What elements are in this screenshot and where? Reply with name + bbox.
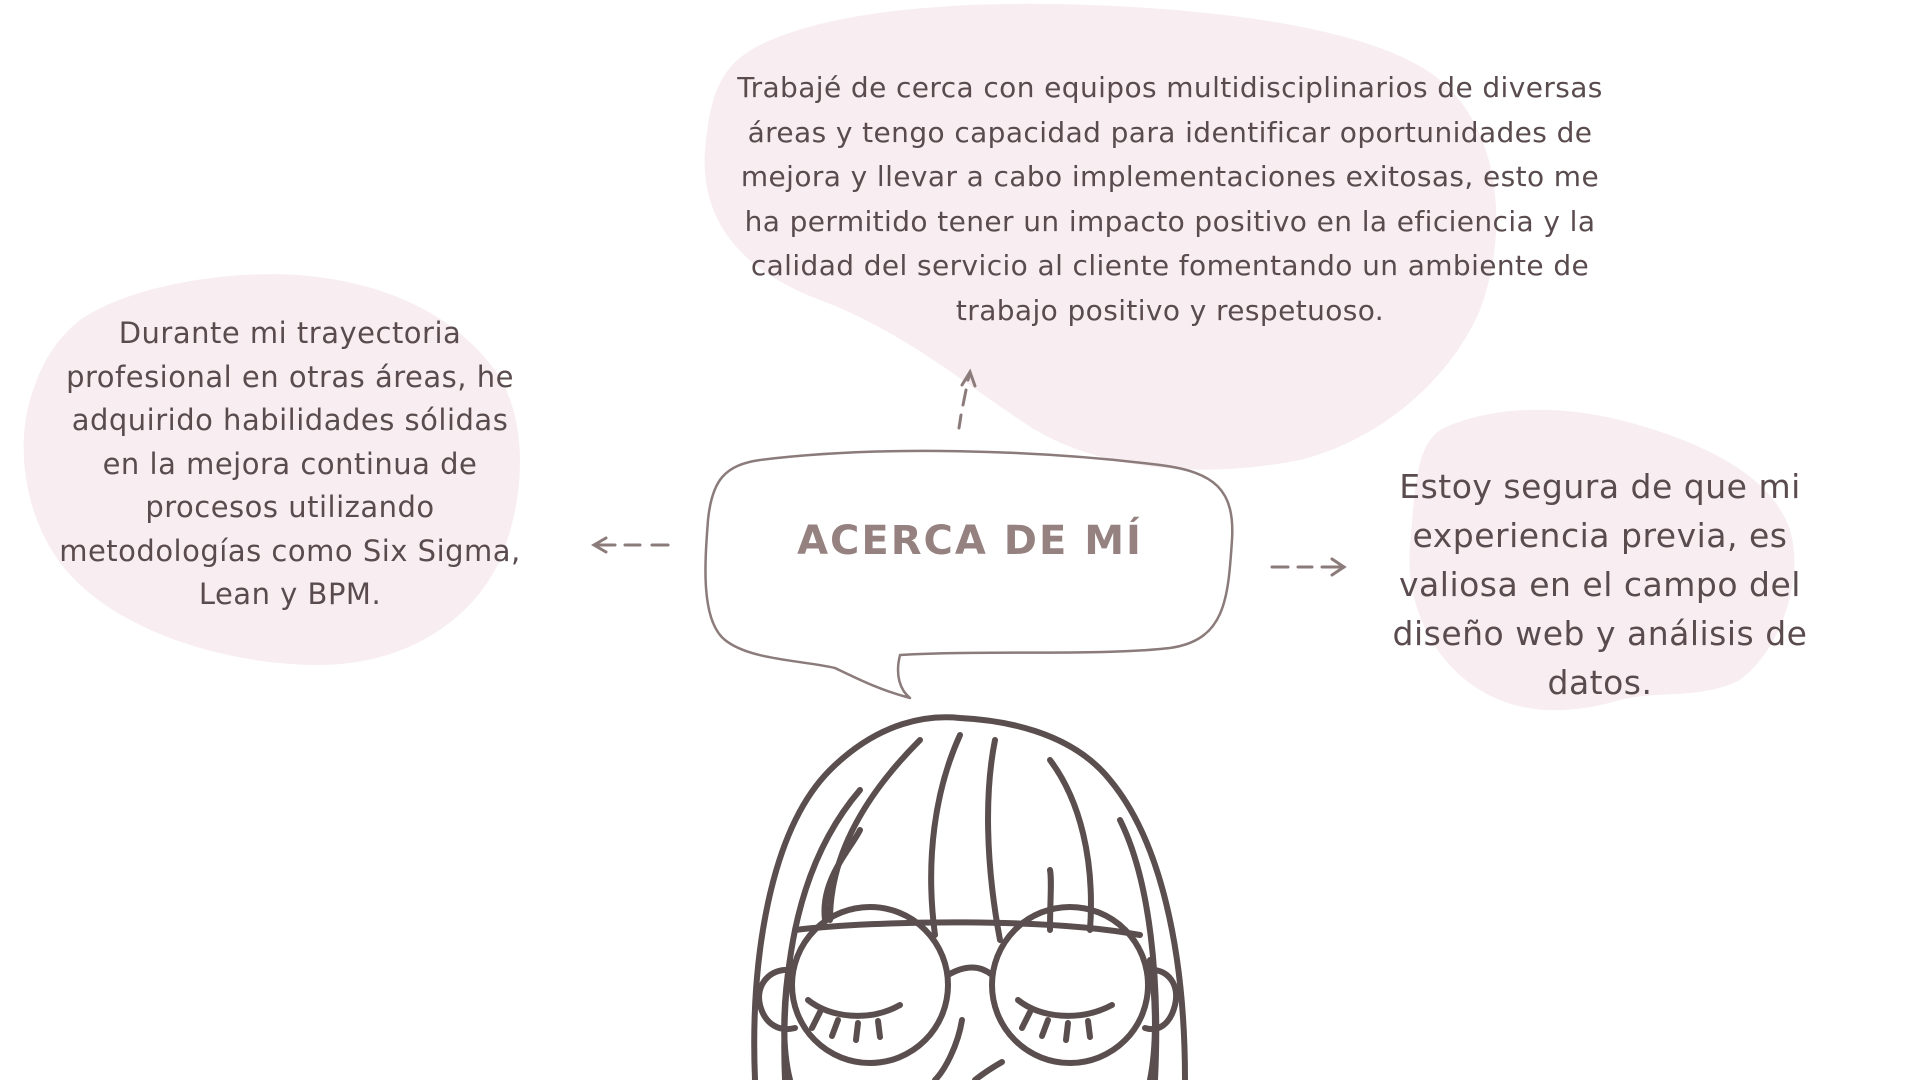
left-paragraph: Durante mi trayectoria profesional en otras áreas, he adquirido habilidades sólidas en la mejora continua de procesos utilizando metodologías como Six Sigma, Lean y BPM. [59, 316, 521, 611]
page-title: ACERCA DE MÍ [797, 518, 1143, 564]
top-paragraph: Trabajé de cerca con equipos multidisciplinarios de diversas áreas y tengo capacidad para identificar oportunidades de mejora y llevar a cabo implementaciones exitosas, esto me ha permitido tener un impacto positivo en la eficiencia y la calidad del servicio al cliente fomentando un ambiente de trabajo positivo y respetuoso. [737, 71, 1603, 327]
right-paragraph: Estoy segura de que mi experiencia previa, es valiosa en el campo del diseño web y análisis de datos. [1392, 467, 1808, 702]
arrow-up-icon [959, 372, 975, 428]
arrow-right-icon [1272, 559, 1344, 575]
speech-bubble [705, 451, 1232, 698]
girl-with-glasses-illustration [754, 717, 1185, 1080]
arrow-left-icon [594, 538, 668, 552]
